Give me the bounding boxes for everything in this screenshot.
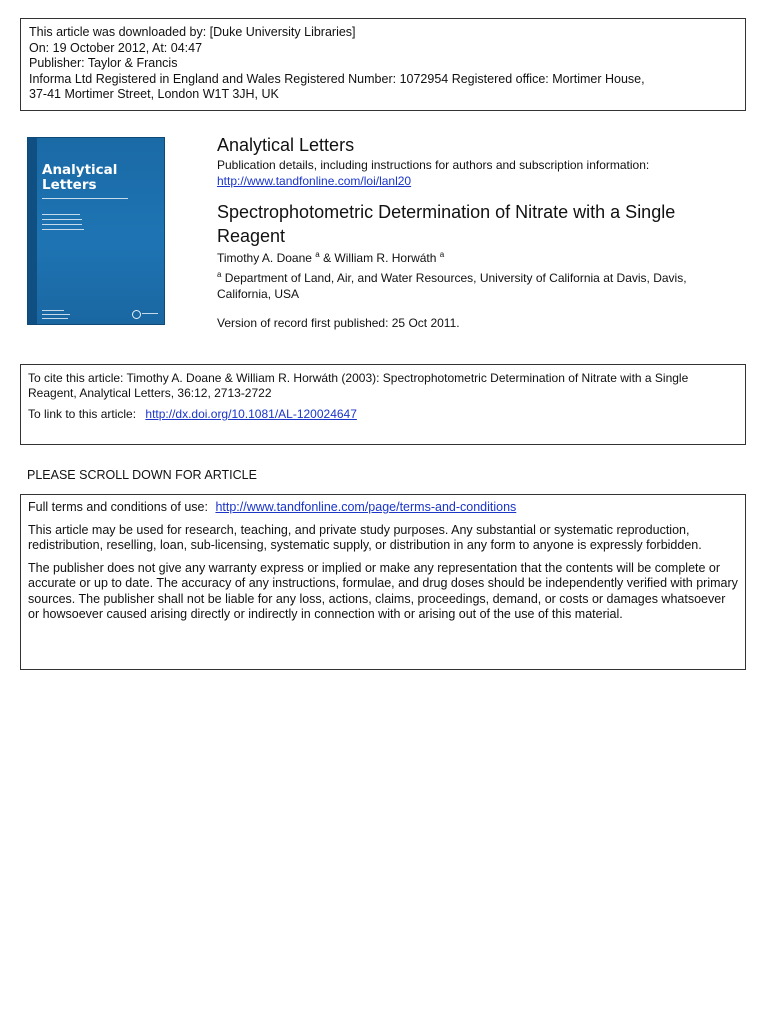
authors	[217, 251, 444, 266]
article-title: Spectrophotometric Determination of Nitrate with a Single Reagent	[217, 202, 676, 246]
version-of-record: Version of record first published: 25 Oct 2011.	[217, 316, 460, 330]
affiliation	[217, 270, 727, 302]
journal-cover-image	[27, 137, 165, 325]
author-1-affiliation-mark: a	[315, 250, 320, 259]
disclaimer-paragraph: The publisher does not give any warranty express or implied or make any representation that the contents will be complete or accurate or up to date. The accuracy of any instructions, formulae, and drug doses should be independently verified with primary sources. The publisher shall not be liable for any loss, actions, claims, proceedings, demand, or costs or damages whatsoever or howsoever caused arising directly or indirectly in connection with or arising out of the use of this material.	[28, 560, 738, 621]
author-2-affiliation-mark: a	[439, 250, 445, 259]
author-1: Timothy A. Doane	[217, 251, 312, 265]
doi-link-label: To link to this article:	[28, 407, 137, 421]
journal-title: Analytical Letters	[217, 135, 355, 155]
publisher-logo-icon	[132, 310, 141, 319]
journal-link[interactable]: http://www.tandfonline.com/loi/lanl20	[217, 174, 412, 188]
cover-spine-strip	[28, 138, 37, 324]
cover-title: Analytical Letters	[42, 162, 118, 193]
download-line: This article was downloaded by: [Duke University Libraries]	[29, 25, 356, 39]
terms-box	[20, 494, 746, 670]
usage-paragraph: This article may be used for research, teaching, and private study purposes. Any substantial or systematic reproduction, redistribution, reselling, loan, sub-licensing, systematic supply, or distribution in any form to anyone is expressly forbidden.	[28, 522, 702, 552]
citation-box	[20, 364, 746, 445]
terms-link[interactable]: http://www.tandfonline.com/page/terms-and-conditions	[215, 500, 517, 514]
download-date-line: On: 19 October 2012, At: 04:47	[29, 40, 203, 55]
cite-text: To cite this article: Timothy A. Doane & William R. Horwáth (2003): Spectrophotometric Determination of Nitrate with a Single Reagent, Analytical Letters, 36:12, 2713-2722	[28, 371, 689, 400]
registration-line: Informa Ltd Registered in England and Wales Registered Number: 1072954 Registered office: Mortimer House,	[29, 71, 645, 86]
scroll-down-notice: PLEASE SCROLL DOWN FOR ARTICLE	[27, 468, 257, 482]
affiliation-mark: a	[217, 270, 222, 279]
terms-line	[28, 500, 738, 516]
address-line: 37-41 Mortimer Street, London W1T 3JH, UK	[29, 87, 279, 101]
download-info-box	[20, 18, 746, 111]
author-2: & William R. Horwáth	[319, 251, 437, 265]
doi-link[interactable]: http://dx.doi.org/10.1081/AL-120024647	[145, 407, 357, 421]
affiliation-text: Department of Land, Air, and Water Resources, University of California at Davis, Davis, California, USA	[217, 271, 687, 301]
publisher-line: Publisher: Taylor & Francis	[29, 56, 178, 70]
terms-label: Full terms and conditions of use:	[28, 500, 208, 514]
publication-details: Publication details, including instructions for authors and subscription information:	[217, 158, 650, 172]
doi-link-line	[28, 407, 738, 422]
